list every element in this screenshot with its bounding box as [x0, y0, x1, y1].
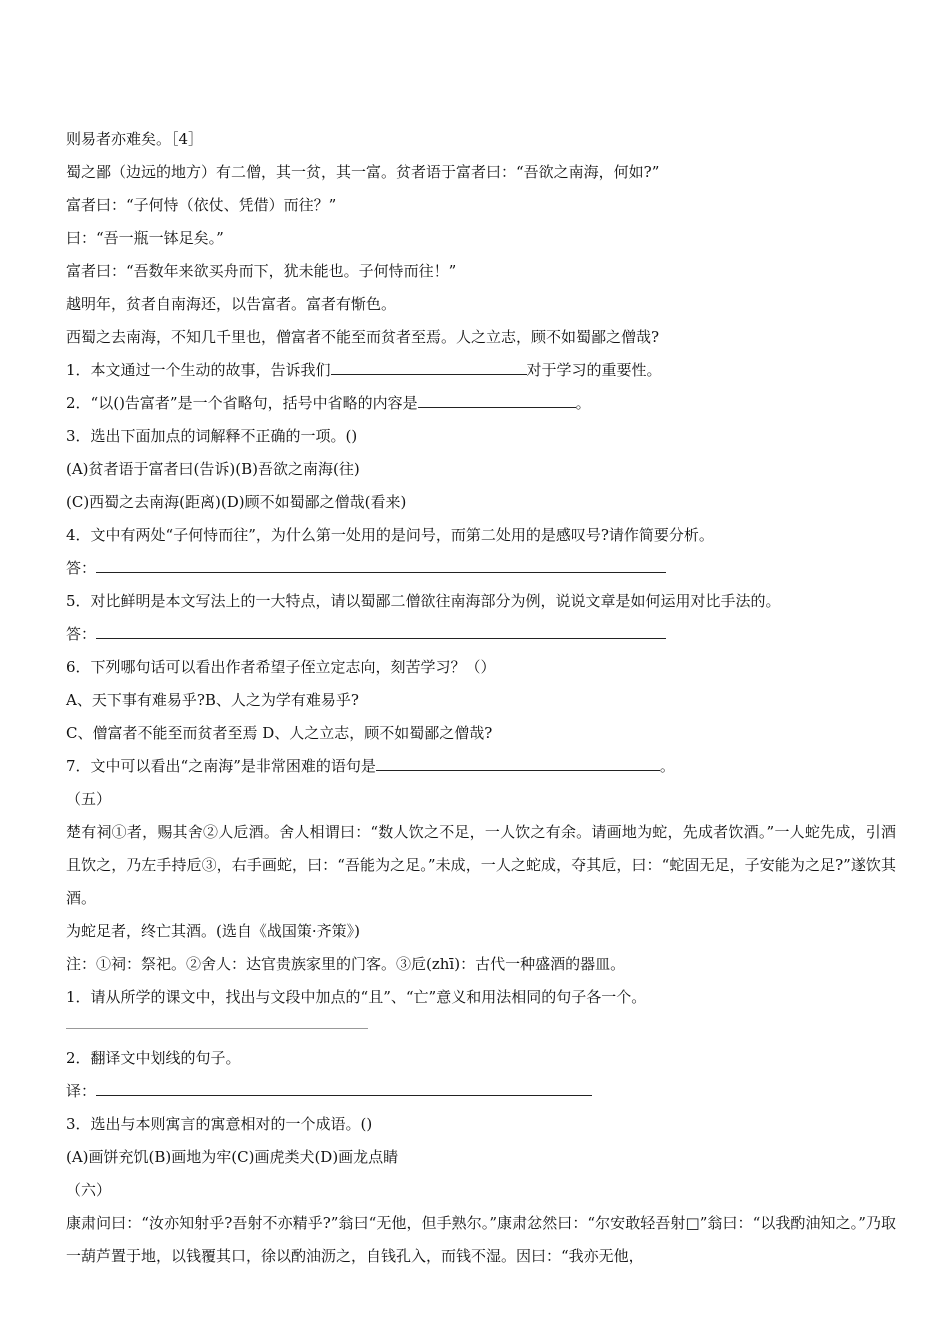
answer-blank[interactable] [96, 1077, 592, 1096]
passage-paragraph: 康肃问曰：“汝亦知射乎?吾射不亦精乎?”翁曰“无他，但手熟尔。”康肃忿然曰：“尔安敢轻吾射□”翁曰：“以我酌油知之。”乃取一葫芦置于地，以钱覆其口，徐以酌油沥之，自钱孔入，而钱不湿。因曰：“我亦无他， [66, 1214, 896, 1265]
question-1 [66, 354, 896, 387]
question-text: 1．本文通过一个生动的故事，告诉我们 [66, 361, 331, 379]
text-line: 富者曰：“吾数年来欲买舟而下，犹未能也。子何恃而往！” [66, 262, 457, 280]
text-line: 富者曰：“子何恃（依仗、凭借）而往？” [66, 196, 337, 214]
question-text: 2．“以()告富者”是一个省略句，括号中省略的内容是 [66, 394, 418, 412]
text-line: 西蜀之去南海，不知几千里也，僧富者不能至而贫者至焉。人之立志，顾不如蜀鄙之僧哉? [66, 328, 660, 346]
question-6-options: C、僧富者不能至而贫者至焉 D、人之立志，顾不如蜀鄙之僧哉? [66, 724, 493, 742]
answer-blank[interactable] [96, 554, 666, 573]
question-7 [66, 750, 896, 783]
question-3-options: (A)贫者语于富者曰(告诉)(B)吾欲之南海(往) [66, 460, 360, 478]
question-2 [66, 387, 896, 420]
section-heading: （五） [66, 790, 112, 808]
text-line: 越明年，贫者自南海还，以告富者。富者有惭色。 [66, 295, 397, 313]
answer-line [66, 552, 896, 585]
answer-blank[interactable] [376, 752, 660, 771]
question-3: 3．选出下面加点的词解释不正确的一项。() [66, 427, 358, 445]
annotation-note: 注：①祠：祭祀。②舍人：达官贵族家里的门客。③卮(zhī)：古代一种盛酒的器皿。 [66, 955, 626, 973]
question-6-options: A、天下事有难易乎?B、人之为学有难易乎? [66, 691, 359, 709]
passage-paragraph: 楚有祠①者，赐其舍②人卮酒。舍人相谓曰：“数人饮之不足，一人饮之有余。请画地为蛇，先成者饮酒。”一人蛇先成，引酒且饮之，乃左手持卮③，右手画蛇，曰：“吾能为之足。”未成，一人之蛇成，夺其卮，曰：“蛇固无足，子安能为之足?”遂饮其酒。 [66, 823, 896, 907]
translation-label: 译： [66, 1082, 97, 1100]
section-heading: （六） [66, 1181, 112, 1199]
question-6: 6．下列哪句话可以看出作者希望子侄立定志向，刻苦学习？（） [66, 658, 496, 676]
question-4: 4．文中有两处“子何恃而往”，为什么第一处用的是问号，而第二处用的是感叹号?请作简要分析。 [66, 526, 714, 544]
answer-rule[interactable] [66, 1028, 368, 1029]
question-3: 3．选出与本则寓言的寓意相对的一个成语。() [66, 1115, 373, 1133]
question-3-options: (A)画饼充饥(B)画地为牢(C)画虎类犬(D)画龙点睛 [66, 1148, 399, 1166]
translation-line [66, 1075, 896, 1108]
text-line: 则易者亦难矣。［4］ [66, 130, 204, 148]
question-text: 7．文中可以看出“之南海”是非常困难的语句是 [66, 757, 376, 775]
question-1: 1．请从所学的课文中，找出与文段中加点的“且”、“亡”意义和用法相同的句子各一个。 [66, 988, 647, 1006]
text-line: 为蛇足者，终亡其酒。(选自《战国策·齐策》) [66, 922, 360, 940]
answer-label: 答： [66, 559, 97, 577]
question-3-options: (C)西蜀之去南海(距离)(D)顾不如蜀鄙之僧哉(看来) [66, 493, 407, 511]
question-5: 5．对比鲜明是本文写法上的一大特点，请以蜀鄙二僧欲往南海部分为例，说说文章是如何运用对比手法的。 [66, 592, 781, 610]
answer-blank[interactable] [96, 620, 666, 639]
text-line: 蜀之鄙（边远的地方）有二僧，其一贫，其一富。贫者语于富者曰：“吾欲之南海，何如?” [66, 163, 660, 181]
question-text: 。 [575, 394, 591, 412]
answer-blank[interactable] [331, 356, 527, 375]
answer-label: 答： [66, 625, 97, 643]
question-text: 对于学习的重要性。 [526, 361, 662, 379]
question-text: 。 [659, 757, 675, 775]
question-2: 2．翻译文中划线的句子。 [66, 1049, 241, 1067]
document-page [66, 123, 896, 1273]
answer-blank[interactable] [418, 389, 576, 408]
answer-line [66, 618, 896, 651]
text-line: 曰：“吾一瓶一钵足矣。” [66, 229, 224, 247]
